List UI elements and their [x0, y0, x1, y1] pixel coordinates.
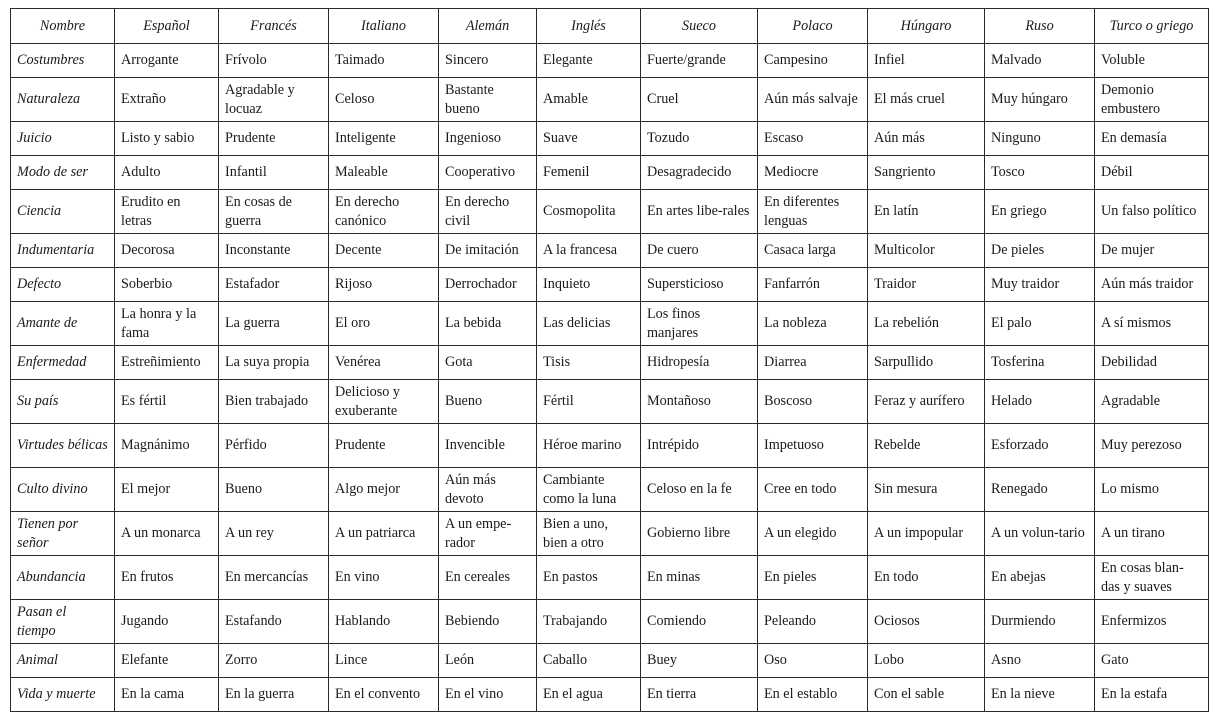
- stereotype-table: [10, 8, 1209, 712]
- table-cell: De pieles: [985, 234, 1095, 268]
- table-cell: Bueno: [439, 380, 537, 424]
- row-header: Modo de ser: [11, 156, 115, 190]
- table-cell: Malvado: [985, 44, 1095, 78]
- table-cell: Inteligente: [329, 122, 439, 156]
- table-cell: En el convento: [329, 678, 439, 712]
- table-cell: Cruel: [641, 78, 758, 122]
- table-cell: Lo mismo: [1095, 468, 1209, 512]
- table-cell: Prudente: [219, 122, 329, 156]
- table-cell: Rebelde: [868, 424, 985, 468]
- table-cell: De mujer: [1095, 234, 1209, 268]
- table-cell: Cree en todo: [758, 468, 868, 512]
- table-cell: El oro: [329, 302, 439, 346]
- table-cell: Femenil: [537, 156, 641, 190]
- table-cell: En minas: [641, 556, 758, 600]
- table-cell: Hablando: [329, 600, 439, 644]
- column-header: Inglés: [537, 9, 641, 44]
- table-cell: Sangriento: [868, 156, 985, 190]
- table-cell: A la francesa: [537, 234, 641, 268]
- table-cell: Muy traidor: [985, 268, 1095, 302]
- table-cell: En la cama: [115, 678, 219, 712]
- table-cell: De cuero: [641, 234, 758, 268]
- table-cell: Listo y sabio: [115, 122, 219, 156]
- table-cell: En demasía: [1095, 122, 1209, 156]
- table-cell: De imitación: [439, 234, 537, 268]
- row-header: Defecto: [11, 268, 115, 302]
- table-cell: Multicolor: [868, 234, 985, 268]
- table-cell: Bebiendo: [439, 600, 537, 644]
- row-header: Indumentaria: [11, 234, 115, 268]
- table-cell: A un patriarca: [329, 512, 439, 556]
- row-header: Pasan el tiempo: [11, 600, 115, 644]
- table-cell: En la guerra: [219, 678, 329, 712]
- table-cell: Fértil: [537, 380, 641, 424]
- table-cell: Pérfido: [219, 424, 329, 468]
- table-cell: Asno: [985, 644, 1095, 678]
- row-header: Vida y muerte: [11, 678, 115, 712]
- column-header: Español: [115, 9, 219, 44]
- table-cell: Héroe marino: [537, 424, 641, 468]
- table-cell: Comiendo: [641, 600, 758, 644]
- table-row: [11, 302, 1209, 346]
- table-cell: Estreñimiento: [115, 346, 219, 380]
- table-cell: Cosmopolita: [537, 190, 641, 234]
- table-cell: Cooperativo: [439, 156, 537, 190]
- column-header: Alemán: [439, 9, 537, 44]
- table-row: [11, 600, 1209, 644]
- table-cell: En mercancías: [219, 556, 329, 600]
- table-cell: En el vino: [439, 678, 537, 712]
- table-cell: Arrogante: [115, 44, 219, 78]
- table-cell: Enfermizos: [1095, 600, 1209, 644]
- table-cell: A un volun-tario: [985, 512, 1095, 556]
- column-header: Turco o griego: [1095, 9, 1209, 44]
- table-cell: Campesino: [758, 44, 868, 78]
- table-row: [11, 556, 1209, 600]
- table-cell: Zorro: [219, 644, 329, 678]
- table-cell: Tozudo: [641, 122, 758, 156]
- table-cell: Decente: [329, 234, 439, 268]
- table-cell: Erudito en letras: [115, 190, 219, 234]
- table-cell: La nobleza: [758, 302, 868, 346]
- table-cell: Infiel: [868, 44, 985, 78]
- row-header: Juicio: [11, 122, 115, 156]
- table-cell: Esforzado: [985, 424, 1095, 468]
- table-cell: Algo mejor: [329, 468, 439, 512]
- column-header: Italiano: [329, 9, 439, 44]
- table-cell: En diferentes lenguas: [758, 190, 868, 234]
- table-cell: En la estafa: [1095, 678, 1209, 712]
- table-cell: El mejor: [115, 468, 219, 512]
- table-cell: Feraz y aurífero: [868, 380, 985, 424]
- table-cell: Hidropesía: [641, 346, 758, 380]
- table-cell: Lince: [329, 644, 439, 678]
- table-cell: Agradable y locuaz: [219, 78, 329, 122]
- table-cell: Boscoso: [758, 380, 868, 424]
- table-cell: Montañoso: [641, 380, 758, 424]
- table-cell: Jugando: [115, 600, 219, 644]
- table-cell: Renegado: [985, 468, 1095, 512]
- table-cell: Inconstante: [219, 234, 329, 268]
- table-row: [11, 122, 1209, 156]
- table-cell: Bien trabajado: [219, 380, 329, 424]
- table-cell: Amable: [537, 78, 641, 122]
- row-header: Costumbres: [11, 44, 115, 78]
- table-cell: En derecho civil: [439, 190, 537, 234]
- table-cell: Oso: [758, 644, 868, 678]
- table-cell: Fuerte/grande: [641, 44, 758, 78]
- table-cell: Bueno: [219, 468, 329, 512]
- stereotype-table-container: [10, 8, 1209, 712]
- table-row: [11, 44, 1209, 78]
- table-cell: Intrépido: [641, 424, 758, 468]
- table-cell: Debilidad: [1095, 346, 1209, 380]
- table-cell: Muy húngaro: [985, 78, 1095, 122]
- table-cell: Sarpullido: [868, 346, 985, 380]
- table-cell: Helado: [985, 380, 1095, 424]
- table-cell: En cosas blan-das y suaves: [1095, 556, 1209, 600]
- table-cell: A un tirano: [1095, 512, 1209, 556]
- table-cell: Escaso: [758, 122, 868, 156]
- table-cell: Invencible: [439, 424, 537, 468]
- table-cell: Voluble: [1095, 44, 1209, 78]
- row-header: Animal: [11, 644, 115, 678]
- table-cell: Taimado: [329, 44, 439, 78]
- table-body: [11, 44, 1209, 712]
- table-cell: La honra y la fama: [115, 302, 219, 346]
- table-cell: A un elegido: [758, 512, 868, 556]
- table-cell: León: [439, 644, 537, 678]
- table-row: [11, 156, 1209, 190]
- table-cell: Fanfarrón: [758, 268, 868, 302]
- table-cell: Agradable: [1095, 380, 1209, 424]
- table-cell: En frutos: [115, 556, 219, 600]
- table-cell: Decorosa: [115, 234, 219, 268]
- table-cell: Elefante: [115, 644, 219, 678]
- table-cell: Desagradecido: [641, 156, 758, 190]
- column-header: Polaco: [758, 9, 868, 44]
- table-cell: Trabajando: [537, 600, 641, 644]
- table-cell: Ociosos: [868, 600, 985, 644]
- table-cell: En abejas: [985, 556, 1095, 600]
- table-cell: A sí mismos: [1095, 302, 1209, 346]
- table-cell: En griego: [985, 190, 1095, 234]
- table-cell: En el agua: [537, 678, 641, 712]
- table-cell: Es fértil: [115, 380, 219, 424]
- table-cell: Aún más traidor: [1095, 268, 1209, 302]
- table-cell: En artes libe-rales: [641, 190, 758, 234]
- table-cell: La suya propia: [219, 346, 329, 380]
- table-cell: Elegante: [537, 44, 641, 78]
- table-cell: Impetuoso: [758, 424, 868, 468]
- row-header: Naturaleza: [11, 78, 115, 122]
- table-row: [11, 190, 1209, 234]
- table-cell: Estafando: [219, 600, 329, 644]
- table-row: [11, 346, 1209, 380]
- table-cell: Buey: [641, 644, 758, 678]
- table-cell: Sincero: [439, 44, 537, 78]
- table-row: [11, 424, 1209, 468]
- table-cell: A un monarca: [115, 512, 219, 556]
- table-cell: A un rey: [219, 512, 329, 556]
- table-cell: Aún más devoto: [439, 468, 537, 512]
- table-cell: Casaca larga: [758, 234, 868, 268]
- table-cell: La rebelión: [868, 302, 985, 346]
- table-cell: En tierra: [641, 678, 758, 712]
- table-cell: Maleable: [329, 156, 439, 190]
- table-cell: Con el sable: [868, 678, 985, 712]
- table-row: [11, 644, 1209, 678]
- table-cell: En pieles: [758, 556, 868, 600]
- table-cell: Tosferina: [985, 346, 1095, 380]
- table-cell: Prudente: [329, 424, 439, 468]
- table-cell: Venérea: [329, 346, 439, 380]
- table-cell: Gato: [1095, 644, 1209, 678]
- column-header-nombre: Nombre: [11, 9, 115, 44]
- table-cell: Infantil: [219, 156, 329, 190]
- column-header: Sueco: [641, 9, 758, 44]
- table-cell: Suave: [537, 122, 641, 156]
- table-cell: Peleando: [758, 600, 868, 644]
- row-header: Tienen por señor: [11, 512, 115, 556]
- table-cell: Ingenioso: [439, 122, 537, 156]
- table-cell: Un falso político: [1095, 190, 1209, 234]
- table-cell: Gobierno libre: [641, 512, 758, 556]
- table-cell: Lobo: [868, 644, 985, 678]
- table-cell: Sin mesura: [868, 468, 985, 512]
- table-cell: En derecho canónico: [329, 190, 439, 234]
- column-header: Ruso: [985, 9, 1095, 44]
- table-cell: La bebida: [439, 302, 537, 346]
- table-cell: Rijoso: [329, 268, 439, 302]
- table-row: [11, 234, 1209, 268]
- row-header: Ciencia: [11, 190, 115, 234]
- table-cell: Delicioso y exuberante: [329, 380, 439, 424]
- table-cell: Las delicias: [537, 302, 641, 346]
- table-cell: Inquieto: [537, 268, 641, 302]
- table-cell: Derrochador: [439, 268, 537, 302]
- header-row: [11, 9, 1209, 44]
- table-cell: Estafador: [219, 268, 329, 302]
- table-cell: En el establo: [758, 678, 868, 712]
- table-cell: Supersticioso: [641, 268, 758, 302]
- table-cell: Ninguno: [985, 122, 1095, 156]
- table-cell: Frívolo: [219, 44, 329, 78]
- table-cell: En la nieve: [985, 678, 1095, 712]
- table-row: [11, 380, 1209, 424]
- table-row: [11, 468, 1209, 512]
- row-header: Su país: [11, 380, 115, 424]
- table-cell: Mediocre: [758, 156, 868, 190]
- table-cell: El más cruel: [868, 78, 985, 122]
- table-cell: Los finos manjares: [641, 302, 758, 346]
- table-cell: Tosco: [985, 156, 1095, 190]
- column-header: Húngaro: [868, 9, 985, 44]
- table-cell: Traidor: [868, 268, 985, 302]
- table-cell: Bastante bueno: [439, 78, 537, 122]
- table-cell: En latín: [868, 190, 985, 234]
- row-header: Culto divino: [11, 468, 115, 512]
- table-cell: Soberbio: [115, 268, 219, 302]
- table-cell: Bien a uno, bien a otro: [537, 512, 641, 556]
- table-cell: Caballo: [537, 644, 641, 678]
- table-cell: Aún más: [868, 122, 985, 156]
- table-cell: A un impopular: [868, 512, 985, 556]
- table-cell: Extraño: [115, 78, 219, 122]
- table-cell: Cambiante como la luna: [537, 468, 641, 512]
- table-cell: A un empe-rador: [439, 512, 537, 556]
- table-cell: Celoso en la fe: [641, 468, 758, 512]
- table-cell: La guerra: [219, 302, 329, 346]
- row-header: Enfermedad: [11, 346, 115, 380]
- table-cell: En pastos: [537, 556, 641, 600]
- table-cell: En todo: [868, 556, 985, 600]
- table-cell: Aún más salvaje: [758, 78, 868, 122]
- table-cell: Demonio embustero: [1095, 78, 1209, 122]
- table-row: [11, 512, 1209, 556]
- table-cell: En cereales: [439, 556, 537, 600]
- row-header: Abundancia: [11, 556, 115, 600]
- table-cell: Gota: [439, 346, 537, 380]
- table-cell: Muy perezoso: [1095, 424, 1209, 468]
- table-cell: Celoso: [329, 78, 439, 122]
- table-cell: Magnánimo: [115, 424, 219, 468]
- row-header: Virtudes bélicas: [11, 424, 115, 468]
- table-cell: En cosas de guerra: [219, 190, 329, 234]
- table-cell: El palo: [985, 302, 1095, 346]
- table-cell: Adulto: [115, 156, 219, 190]
- table-cell: En vino: [329, 556, 439, 600]
- column-header: Francés: [219, 9, 329, 44]
- row-header: Amante de: [11, 302, 115, 346]
- table-row: [11, 678, 1209, 712]
- table-row: [11, 268, 1209, 302]
- table-row: [11, 78, 1209, 122]
- table-cell: Durmiendo: [985, 600, 1095, 644]
- table-cell: Tisis: [537, 346, 641, 380]
- table-cell: Débil: [1095, 156, 1209, 190]
- table-cell: Diarrea: [758, 346, 868, 380]
